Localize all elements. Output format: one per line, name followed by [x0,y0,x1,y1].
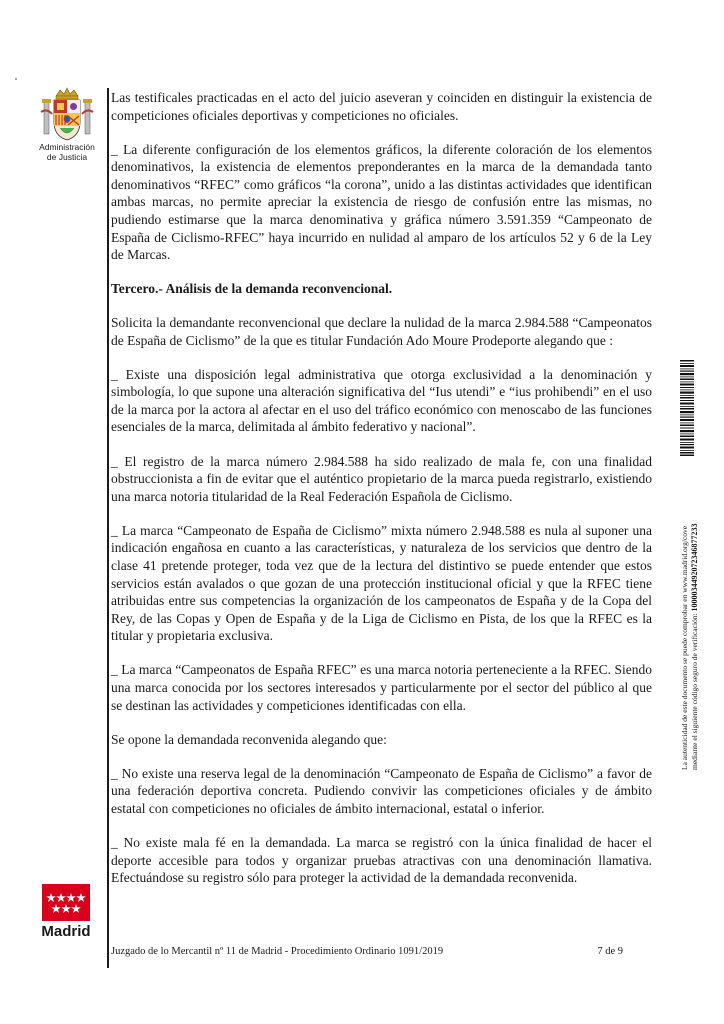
paragraph-marca-notoria: _ La marca “Campeonatos de España RFEC” es una marca notoria perteneciente a la RFEC. Siendo una marca conocida por los sectores interesados y particularmente por el sector del público al que se destinan las actividades y competiciones identificadas con ella. [111,662,652,713]
paragraph-marca-mixta: _ La marca “Campeonato de España de Ciclismo” mixta número 2.948.588 es nula al suponer una indicación engañosa en cuanto a las características, y naturaleza de los servicios que dentro de la clase 41 pretende proteger, toda vez que de la lectura del distintivo se puede entender que estos servicios están avalados o que gozan de una protección institucional oficial y que la RFEC tiene atribuidas entre sus competencias la organización de los campeonatos de España y de la Copa del Rey, de las Copas y Open de España y de la Liga de Ciclismo en Pista, de los que la RFEC es la titular y propietaria exclusiva. [111,522,652,644]
scan-speck [15,78,17,80]
admin-label-line1: Administración [39,142,95,152]
madrid-logo [42,884,90,921]
margin-rule [107,88,109,968]
paragraph-no-mala-fe: _ No existe mala fé en la demandada. La marca se registró con la única finalidad de hacer el deporte accesible para todos y organizar pruebas atractivas con una denominación llamativa. Efectuándose su registro sólo para proteger la actividad de la demandada reconvenida. [111,835,652,886]
verification-line2 [690,350,700,770]
paragraph-disposicion-legal: _ Existe una disposición legal administrativa que otorga exclusividad a la denominación y simbología, lo que supone una alteración significativa del “Ius utendi” e “ius prohibendi” en el uso de la marca por la actora al afectar en el uso del tráfico económico con menoscabo de las funciones esenciales de la marca, delimitada al ámbito federativo y nacional”. [111,366,652,435]
verification-prefix: mediante el siguiente código seguro de verificación: [690,611,699,770]
paragraph-configuracion: _ La diferente configuración de los elementos gráficos, la diferente coloración de los elementos denominativos, la existencia de elementos preponderantes en la marca de la demandada tanto denominativos “RFEC” como gráficos “la corona”, unido a las distintas actividades que identifican ambas marcas, no permite apreciar la existencia de riesgo de confusión entre las mismas, no pudiendo estimarse que la marca denominativa y gráfica número 3.591.359 “Campeonato de España de Ciclismo-RFEC” haya incurrido en nulidad al amparo de los artículos 52 y 6 de la Ley de Marcas. [111,141,652,263]
paragraph-mala-fe: _ El registro de la marca número 2.984.588 ha sido realizado de mala fe, con una finalidad obstruccionista a fin de evitar que el auténtico propietario de la marca pueda registrarlo, existiendo una marca notoria titularidad de la Real Federación Española de Ciclismo. [111,453,652,504]
document-body [111,89,652,903]
verification-note [680,350,710,770]
madrid-stars-icon [46,890,86,916]
paragraph-testificales: Las testificales practicadas en el acto del juicio aseveran y coinciden en distinguir la existencia de competiciones oficiales deportivas y competiciones no oficiales. [111,90,652,123]
paragraph-solicita: Solicita la demandante reconvencional que declare la nulidad de la marca 2.984.588 “Campeonatos de España de Ciclismo” de la que es titular Fundación Ado Moure Prodeporte alegando que : [111,314,652,348]
paragraph-se-opone: Se opone la demandada reconvenida alegando que: [111,731,387,747]
admin-label-line2: de Justicia [46,152,88,162]
admin-justicia-label [30,142,104,162]
verification-code: 1000034492072346877233 [690,523,699,612]
section-heading-tercero: Tercero.- Análisis de la demanda reconvencional. [111,281,393,297]
coat-of-arms-icon [38,86,96,144]
page-footer [111,946,623,957]
footer-court: Juzgado de lo Mercantil nº 11 de Madrid - Procedimiento Ordinario 1091/2019 [111,946,444,957]
verification-line1: La autenticidad de este documento se puede comprobar en www.madrid.org/cove [680,525,689,770]
paragraph-reserva-legal: _ No existe una reserva legal de la denominación “Campeonato de España de Ciclismo” a favor de una federación deportiva concreta. Pudiendo convivir las competiciones oficiales y de ámbito estatal con competiciones no oficiales de ámbito internacional, estatal o inferior. [111,765,652,816]
madrid-logo-text: Madrid [41,923,91,940]
footer-page-number: 7 de 9 [597,946,623,957]
